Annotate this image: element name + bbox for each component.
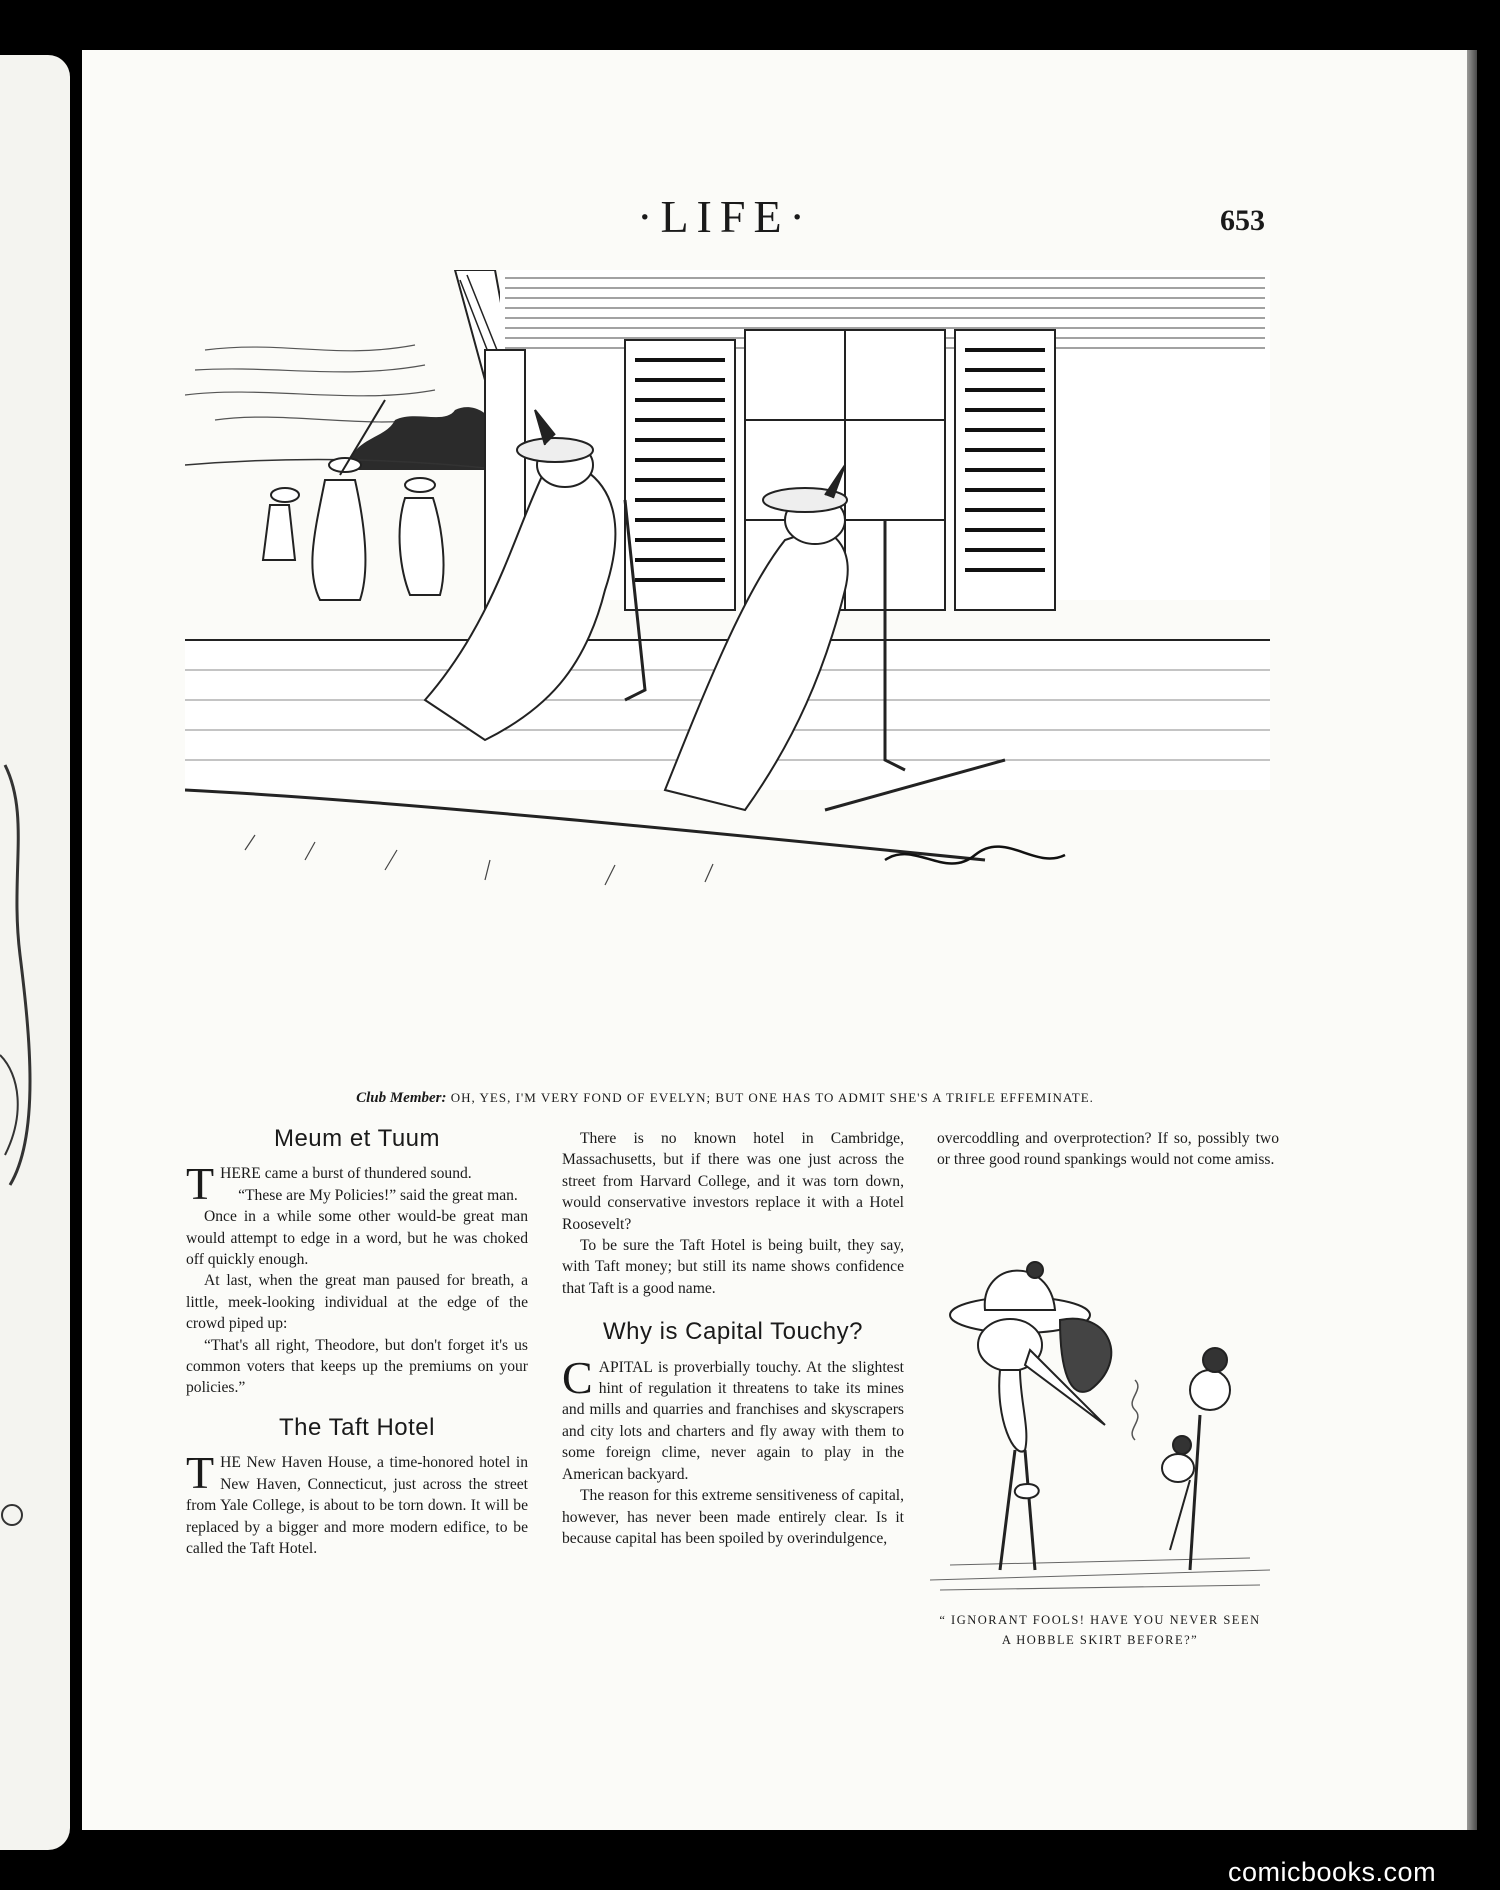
cartoon-caption (180, 1090, 1270, 1107)
capital-paragraph-1 (562, 1351, 904, 1485)
facing-page-drawing-fragment (0, 755, 70, 1655)
page-number: 653 (1220, 204, 1265, 237)
stork-cartoon-caption (920, 1610, 1280, 1650)
text-column-3 (937, 1128, 1279, 1171)
dropcap-meum: T (186, 1158, 215, 1210)
article-title-meum: Meum et Tuum (273, 1125, 441, 1152)
taft-paragraph-3: To be sure the Taft Hotel is being built, they say, with Taft money; but still its name shows confidence that Taft is a good name. (562, 1237, 904, 1297)
meum-paragraph-4: At last, when the great man paused for breath, a little, meek-looking individual at the edge of the crowd piped up: (186, 1272, 528, 1333)
taft-paragraph-2: There is no known hotel in Cambridge, Massachusetts, but if there was one just across the street from Harvard College, and it was torn down, would conservative investors replace it with a Hotel Roosevelt? (562, 1130, 904, 1233)
taft-paragraph-1 (186, 1447, 528, 1559)
stork-hobble-skirt-cartoon (920, 1240, 1280, 1605)
porch-cartoon-illustration (185, 270, 1270, 1070)
meum-paragraph-5: “That's all right, Theodore, but don't forget it's us common voters that keeps up the premiums on your policies.” (186, 1336, 528, 1397)
dropcap-taft: T (186, 1447, 215, 1499)
stork-caption-line-2: A HOBBLE SKIRT BEFORE?” (1001, 1633, 1199, 1647)
caption-text: OH, YES, I'M VERY FOND OF EVELYN; BUT ONE HAS TO ADMIT SHE'S A TRIFLE EFFEMINATE. (450, 1090, 1094, 1105)
page-edge-shadow (1467, 50, 1477, 1830)
meum-paragraph-3: Once in a while some other would-be great man would attempt to edge in a word, but he was choked off quickly enough. (186, 1208, 528, 1269)
facing-page-edge (0, 55, 70, 1850)
site-watermark: comicbooks.com (1228, 1857, 1437, 1887)
text-column-1 (186, 1125, 528, 1559)
text-column-2 (562, 1128, 904, 1549)
capital-paragraph-2: The reason for this extreme sensitiveness of capital, however, has never been made entirely clear. Is it because capital has been spoiled by overindulgence, (562, 1487, 904, 1547)
capital-text-1: APITAL is proverbially touchy. At the slightest hint of regulation it threatens to take its mines and mills and quarries and franchises and skyscrapers and city lots and charters and fly away with them to some foreign clime, never again to play in the American backyard. (562, 1358, 904, 1483)
taft-text-1: HE New Haven House, a time-honored hotel in New Haven, Connecticut, just across the street from Yale College, is about to be torn down. It will be replaced by a bigger and more modern edifice, to be called the Taft Hotel. (186, 1454, 528, 1557)
article-title-capital: Why is Capital Touchy? (603, 1318, 863, 1346)
article-title-taft: The Taft Hotel (279, 1413, 435, 1441)
caption-speaker: Club Member: (356, 1090, 447, 1106)
meum-paragraph-2: “These are My Policies!” said the great man. (238, 1186, 518, 1204)
stork-caption-line-1: “ IGNORANT FOOLS! HAVE YOU NEVER SEEN (939, 1613, 1261, 1627)
meum-text-1: HERE came a burst of thundered sound. (220, 1165, 472, 1183)
masthead-title: ·LIFE· (637, 191, 813, 242)
capital-paragraph-3: overcoddling and overprotection? If so, possibly two or three good round spankings would not come amiss. (937, 1130, 1279, 1169)
dropcap-capital: C (562, 1351, 593, 1403)
